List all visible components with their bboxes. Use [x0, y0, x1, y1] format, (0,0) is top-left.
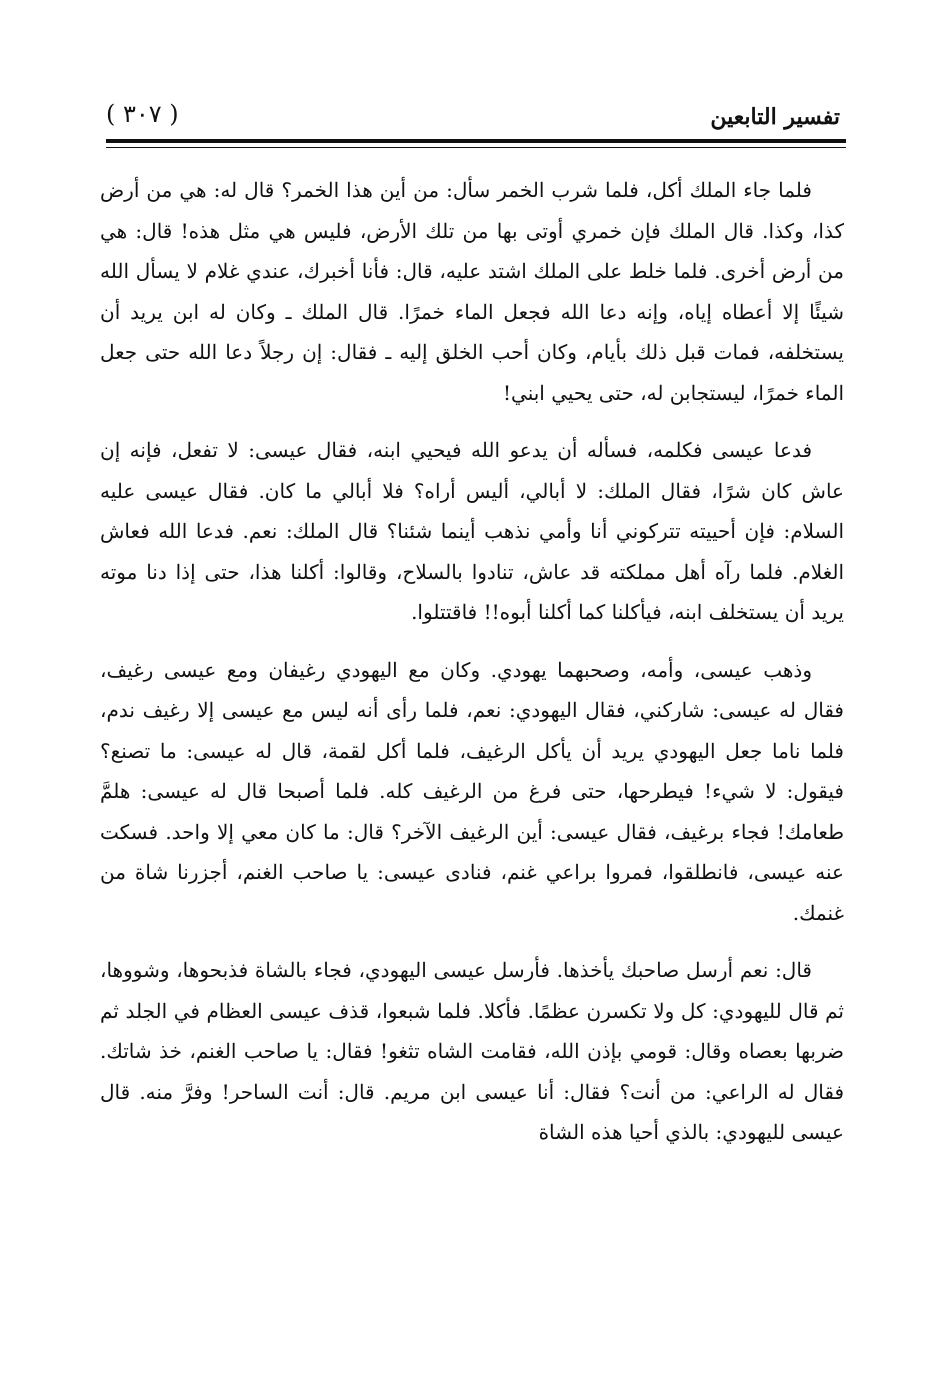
running-header — [100, 96, 844, 136]
paragraph-3: وذهب عيسى، وأمه، وصحبهما يهودي. وكان مع اليهودي رغيفان ومع عيسى رغيف، فقال له عيسى: شاركني، فقال اليهودي: نعم، فلما رأى أنه ليس مع عيسى إلا رغيف ندم، فلما ناما جعل اليهودي يريد أن يأكل الرغيف، فلما أكل لقمة، قال له عيسى: ما تصنع؟ فيقول: لا شيء! فيطرحها، حتى فرغ من الرغيف كله. فلما أصبحا قال له عيسى: هلمَّ طعامك! فجاء برغيف، فقال عيسى: أين الرغيف الآخر؟ قال: ما كان معي إلا واحد. فسكت عنه عيسى، فانطلقوا، فمروا براعي غنم، فنادى عيسى: يا صاحب الغنم، أجزرنا شاة من غنمك. — [100, 657, 844, 925]
book-title: تفسير التابعين — [710, 104, 840, 130]
paragraph-2: فدعا عيسى فكلمه، فسأله أن يدعو الله فيحيي ابنه، فقال عيسى: لا تفعل، فإنه إن عاش كان شرًا، فقال الملك: لا أبالي، أليس أراه؟ فلا أبالي ما كان. فقال عيسى عليه السلام: فإن أحييته تتركوني أنا وأمي نذهب أينما شئنا؟ قال الملك: نعم. فدعا الله فعاش الغلام. فلما رآه أهل مملكته قد عاش، تنادوا بالسلاح، وقالوا: أكلنا هذا، حتى إذا دنا موته يريد أن يستخلف ابنه، فيأكلنا كما أكلنا أبوه!! فاقتتلوا. — [100, 438, 844, 624]
paragraph-4: قال: نعم أرسل صاحبك يأخذها. فأرسل عيسى اليهودي، فجاء بالشاة فذبحوها، وشووها، ثم قال لليهودي: كل ولا تكسرن عظمًا. فأكلا. فلما شبعوا، قذف عيسى العظام في الجلد ثم ضربها بعصاه وقال: قومي بإذن الله، فقامت الشاه تثغو! فقال: يا صاحب الغنم، خذ شاتك. فقال له الراعي: من أنت؟ فقال: أنا عيسى ابن مريم. قال: أنت الساحر! وفرَّ منه. قال عيسى لليهودي: بالذي أحيا هذه الشاة — [100, 958, 844, 1144]
header-rule-thin — [106, 147, 846, 148]
body-text — [100, 170, 844, 1170]
header-rule-thick — [106, 139, 846, 143]
page-number: ( ٣٠٧ ) — [106, 100, 179, 128]
paragraph-1: فلما جاء الملك أكل، فلما شرب الخمر سأل: من أين هذا الخمر؟ قال له: هي من أرض كذا، وكذا. قال الملك فإن خمري أوتى بها من تلك الأرض، فليس هي مثل هذه! قال: هي من أرض أخرى. فلما خلط على الملك اشتد عليه، قال: فأنا أخبرك، عندي غلام لا يسأل الله شيئًا إلا أعطاه إياه، وإنه دعا الله فجعل الماء خمرًا. قال الملك ـ وكان له ابن يريد أن يستخلفه، فمات قبل ذلك بأيام، وكان أحب الخلق إليه ـ فقال: إن رجلاً دعا الله حتى جعل الماء خمرًا، ليستجابن له، حتى يحيي ابني! — [100, 178, 844, 405]
